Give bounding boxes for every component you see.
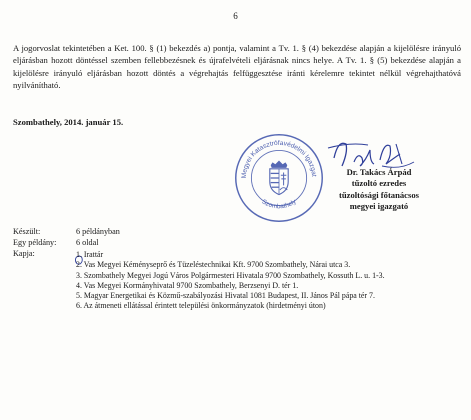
signer-position: megyei igazgató (349, 200, 409, 211)
list-item: 2. Vas Megyei Kéményseprő és Tüzeléstechnikai Kft. 9700 Szombathely, Nárai utca 3. (76, 260, 351, 270)
stamp-outer-text: Megyei Katasztrófavédelmi Igazgat (240, 139, 318, 179)
list-item: 6. Az átmeneti ellátással érintett települési önkormányzatok (hirdetményi úton) (76, 301, 326, 311)
signer-rank: tűzoltó ezredes (351, 178, 407, 189)
list-item: 3. Szombathely Megyei Jogú Város Polgármesteri Hivatala 9700 Szombathely, Kossuth L. u. 1-3. (76, 270, 385, 280)
meta-copy-label: Egy példány: (13, 238, 57, 247)
signer-block (319, 167, 439, 212)
distribution-list (76, 250, 385, 312)
coat-of-arms-icon (270, 161, 288, 195)
place-date: Szombathely, 2014. január 15. (13, 117, 124, 127)
meta-copy-value: 6 oldal (76, 238, 99, 247)
meta-prepared-value: 6 példányban (76, 227, 120, 236)
official-stamp (233, 132, 325, 224)
list-item: 4. Vas Megyei Kormányhivatal 9700 Szombathely, Berzsenyi D. tér 1. (76, 280, 299, 290)
stamp-bottom-text: Szombathely (260, 198, 298, 211)
list-item: 5. Magyar Energetikai és Közmű-szabályozási Hivatal 1081 Budapest, II. János Pál pápa tér 7. (76, 291, 375, 301)
legal-remedy-paragraph: A jogorvoslat tekintetében a Ket. 100. § (1) bekezdés a) pontja, valamint a Tv. 1. § (4) bekezdése alapján a kijelölésre irányuló eljárásban hozott döntéssel szemben fellebbezésnek és újrafelvételi eljárásnak nincs helye. A Tv. 1. § (5) bekezdése alapján a kijelölésre irányuló eljárásban hozott döntés a végrehajtás felfüggesztése iránti kérelemre tekintet nélkül végrehajthatóvá nyilvánítható. (13, 43, 461, 90)
signer-title: tűzoltósági főtanácsos (339, 189, 419, 200)
meta-prepared-label: Készült: (13, 227, 41, 236)
list-item: 1. Irattár (76, 250, 104, 259)
signer-name: Dr. Takács Árpád (346, 167, 412, 177)
page-number: 6 (233, 11, 238, 21)
meta-recipients-label: Kapja: (13, 249, 35, 258)
